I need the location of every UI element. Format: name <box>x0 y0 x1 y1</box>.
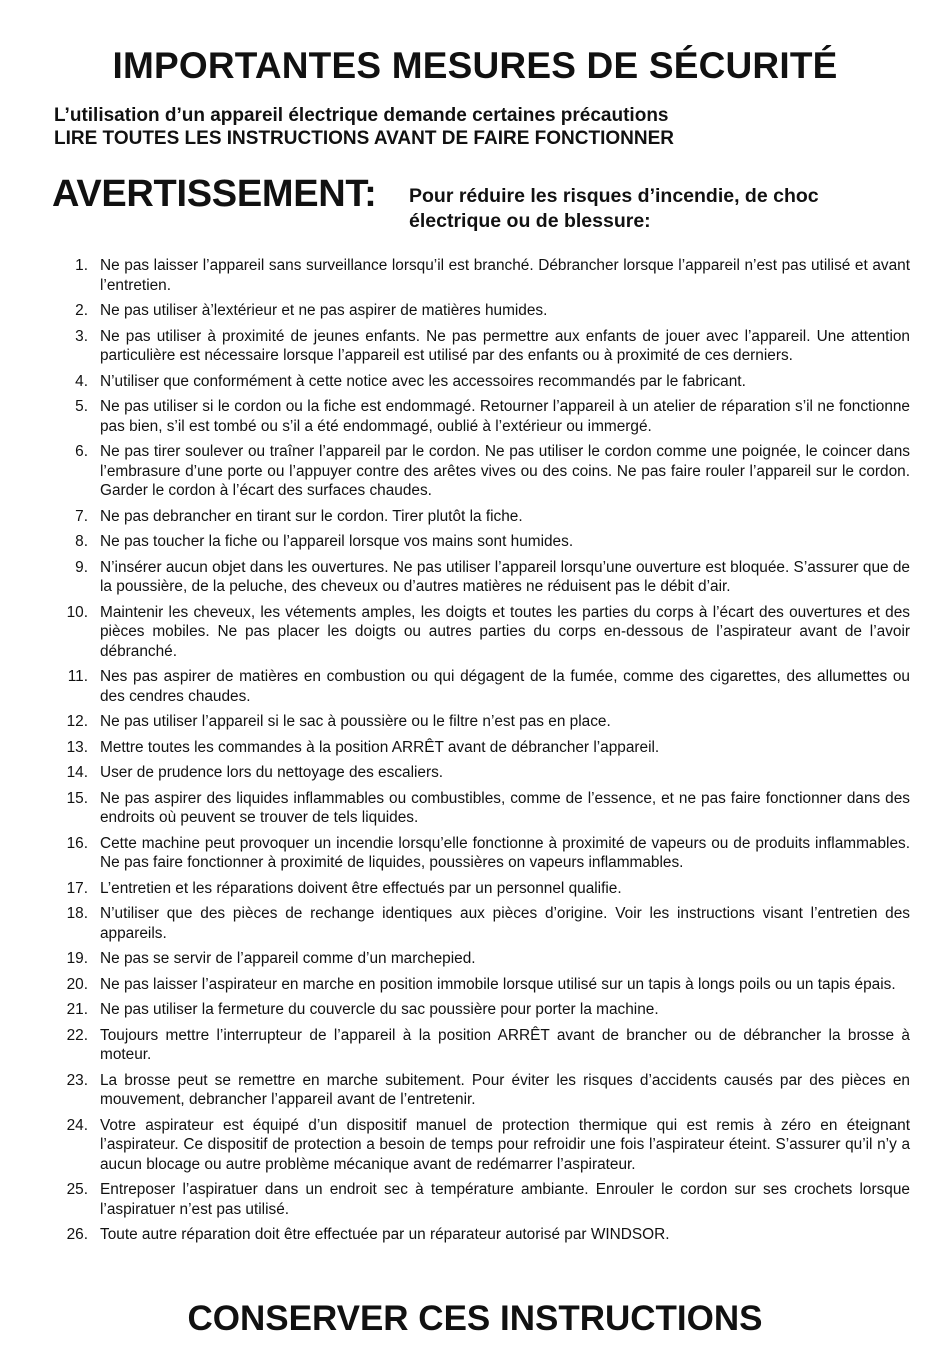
list-item-text: Votre aspirateur est équipé d’un dispositif manuel de protection thermique qui est remis à zéro en éteignant l’aspirateur. Ce dispositif de protection a besoin de temps pour refroidir une fois l’aspirateur éteint. S’assurer qu’il n’y a aucun blocage ou autre problème mécanique avant de redémarrer l’aspirateur. <box>100 1116 910 1173</box>
list-item <box>52 763 910 783</box>
list-item-text: Ne pas tirer soulever ou traîner l’appareil par le cordon. Ne pas utiliser le cordon comme une poignée, le coincer dans l’embrasure d’une porte ou l’appuyer contre des arêtes vives ou des coins. Ne pas faire rouler l’appareil sur le cordon. Garder le cordon à l’écart des surfaces chaudes. <box>100 443 910 499</box>
list-item-number: 25. <box>66 1181 88 1198</box>
list-item <box>52 789 910 828</box>
list-item-text: User de prudence lors du nettoyage des escaliers. <box>100 764 444 781</box>
list-item-text: Ne pas utiliser à proximité de jeunes enfants. Ne pas permettre aux enfants de jouer avec l’appareil. Une attention particulière est nécessaire lorsque l’appareil est utilisé par des enfants ou à proximité de ces derniers. <box>100 327 910 364</box>
list-item <box>52 256 910 295</box>
list-item-text: Ne pas utiliser la fermeture du couvercle du sac poussière pour porter la machine. <box>100 1001 659 1018</box>
list-item-number: 8. <box>75 533 88 550</box>
list-item-text: Cette machine peut provoquer un incendie lorsqu’elle fonctionne à proximité de vapeurs ou de produits inflammables. Ne pas faire fonctionner à proximité de liquides, poussières on vapeurs inflammables. <box>100 834 910 871</box>
list-item-number: 19. <box>66 950 88 967</box>
list-item-text: Ne pas toucher la fiche ou l’appareil lorsque vos mains sont humides. <box>100 533 574 550</box>
list-item-text: N’utiliser que des pièces de rechange identiques aux pièces d’origine. Voir les instructions visant l’entretien des appareils. <box>100 905 910 942</box>
list-item <box>52 1000 910 1020</box>
list-item-number: 17. <box>66 879 88 897</box>
list-item-number: 15. <box>66 789 88 807</box>
list-item <box>52 1180 910 1219</box>
list-item-text: La brosse peut se remettre en marche subitement. Pour éviter les risques d’accidents causés par des pièces en mouvement, debrancher l’appareil avant de l’entretenir. <box>100 1071 910 1108</box>
list-item-text: Ne pas utiliser si le cordon ou la fiche est endommagé. Retourner l’appareil à un atelier de réparation s’il ne fonctionne pas bien, s’il est tombé ou s’il a été endommagé, oublié à l’extérieur ou immergé. <box>100 398 910 435</box>
subtitle-precautions: L’utilisation d’un appareil électrique demande certaines précautions <box>54 105 669 126</box>
list-item-text: N’utiliser que conformément à cette notice avec les accessoires recommandés par le fabricant. <box>100 372 746 390</box>
list-item-number: 11. <box>67 668 88 685</box>
list-item-number: 14. <box>66 764 88 781</box>
list-item <box>52 949 910 969</box>
list-item-number: 12. <box>66 713 88 730</box>
list-item-number: 3. <box>75 327 88 345</box>
list-item-number: 13. <box>66 738 88 756</box>
list-item-text: Ne pas aspirer des liquides inflammables ou combustibles, comme de l’essence, et ne pas faire fonctionner dans des endroits où peuvent se trouver de tels liquides. <box>100 789 910 826</box>
list-item <box>52 834 910 873</box>
list-item-text: Entreposer l’aspiratuer dans un endroit sec à température ambiante. Enrouler le cordon sur ses crochets lorsque l’aspiratuer n’est pas utilisé. <box>100 1181 910 1218</box>
safety-list <box>52 256 910 1245</box>
warning-text: Pour réduire les risques d’incendie, de choc électrique ou de blessure: <box>409 185 819 232</box>
list-item <box>52 301 910 321</box>
list-item <box>52 442 910 501</box>
list-item-number: 2. <box>75 302 88 319</box>
list-item-text: Ne pas laisser l’appareil sans surveillance lorsqu’il est branché. Débrancher lorsque l’appareil n’est pas utilisé et avant l’entretien. <box>100 257 910 294</box>
list-item-number: 24. <box>66 1116 88 1134</box>
subtitle-read-instructions: LIRE TOUTES LES INSTRUCTIONS AVANT DE FAIRE FONCTIONNER <box>54 128 674 149</box>
list-item <box>52 327 910 366</box>
list-item-text: Ne pas laisser l’aspirateur en marche en position immobile lorsque utilisé sur un tapis à longs poils ou un tapis épais. <box>100 975 896 993</box>
list-item-text: Ne pas debrancher en tirant sur le cordon. Tirer plutôt la fiche. <box>100 507 523 525</box>
list-item-number: 26. <box>66 1226 88 1243</box>
list-item-number: 7. <box>75 507 88 525</box>
warning-label: AVERTISSEMENT: <box>52 173 377 215</box>
list-item <box>52 397 910 436</box>
list-item <box>52 879 910 899</box>
list-item-number: 4. <box>75 372 88 390</box>
list-item-number: 6. <box>75 443 88 460</box>
list-item-text: N’insérer aucun objet dans les ouvertures. Ne pas utiliser l’appareil lorsqu’une ouverture est bloquée. S’assurer que de la poussière, de la peluche, des cheveux ou d’autres matières ne réduisent pas le débit d’air. <box>100 558 910 595</box>
list-item-text: Ne pas se servir de l’appareil comme d’un marchepied. <box>100 950 476 967</box>
list-item-text: Maintenir les cheveux, les vétements amples, les doigts et toutes les parties du corps à l’écart des ouvertures et des pièces mobiles. Ne pas placer les doigts ou autres parties du corps en-dessous de l’aspirateur avant de l’avoir débranché. <box>100 603 910 660</box>
list-item-number: 22. <box>66 1026 88 1044</box>
list-item <box>52 507 910 527</box>
list-item-text: Ne pas utiliser à’lextérieur et ne pas aspirer de matières humides. <box>100 302 548 319</box>
list-item-number: 10. <box>66 603 88 621</box>
list-item-number: 21. <box>66 1001 88 1018</box>
warning-block <box>52 170 912 236</box>
list-item <box>52 372 910 392</box>
list-item <box>52 1026 910 1065</box>
list-item <box>52 1116 910 1175</box>
list-item <box>52 975 910 995</box>
list-item <box>52 1225 910 1245</box>
list-item-number: 5. <box>75 398 88 415</box>
list-item-number: 9. <box>75 558 88 576</box>
list-item <box>52 1071 910 1110</box>
list-item-number: 23. <box>66 1071 88 1089</box>
list-item-text: Ne pas utiliser l’appareil si le sac à poussière ou le filtre n’est pas en place. <box>100 713 611 730</box>
list-item-number: 16. <box>66 834 88 852</box>
list-item-text: Toute autre réparation doit être effectuée par un réparateur autorisé par WINDSOR. <box>100 1226 670 1243</box>
page-title: IMPORTANTES MESURES DE SÉCURITÉ <box>112 45 838 86</box>
list-item <box>52 712 910 732</box>
list-item <box>52 667 910 706</box>
list-item <box>52 558 910 597</box>
list-item <box>52 904 910 943</box>
list-item-number: 20. <box>66 975 88 993</box>
list-item-text: Toujours mettre l’interrupteur de l’appareil à la position ARRÊT avant de brancher ou de débrancher la brosse à moteur. <box>100 1026 910 1063</box>
list-item-text: Mettre toutes les commandes à la position ARRÊT avant de débrancher l’appareil. <box>100 738 660 756</box>
footer-title: CONSERVER CES INSTRUCTIONS <box>187 1299 763 1338</box>
list-item-text: L’entretien et les réparations doivent être effectués par un personnel qualifie. <box>100 879 622 897</box>
list-item <box>52 738 910 758</box>
list-item-number: 18. <box>66 905 88 922</box>
list-item <box>52 603 910 662</box>
list-item-number: 1. <box>75 257 88 274</box>
list-item <box>52 532 910 552</box>
list-item-text: Nes pas aspirer de matières en combustion ou qui dégagent de la fumée, comme des cigarettes, des allumettes ou des cendres chaudes. <box>100 668 910 705</box>
